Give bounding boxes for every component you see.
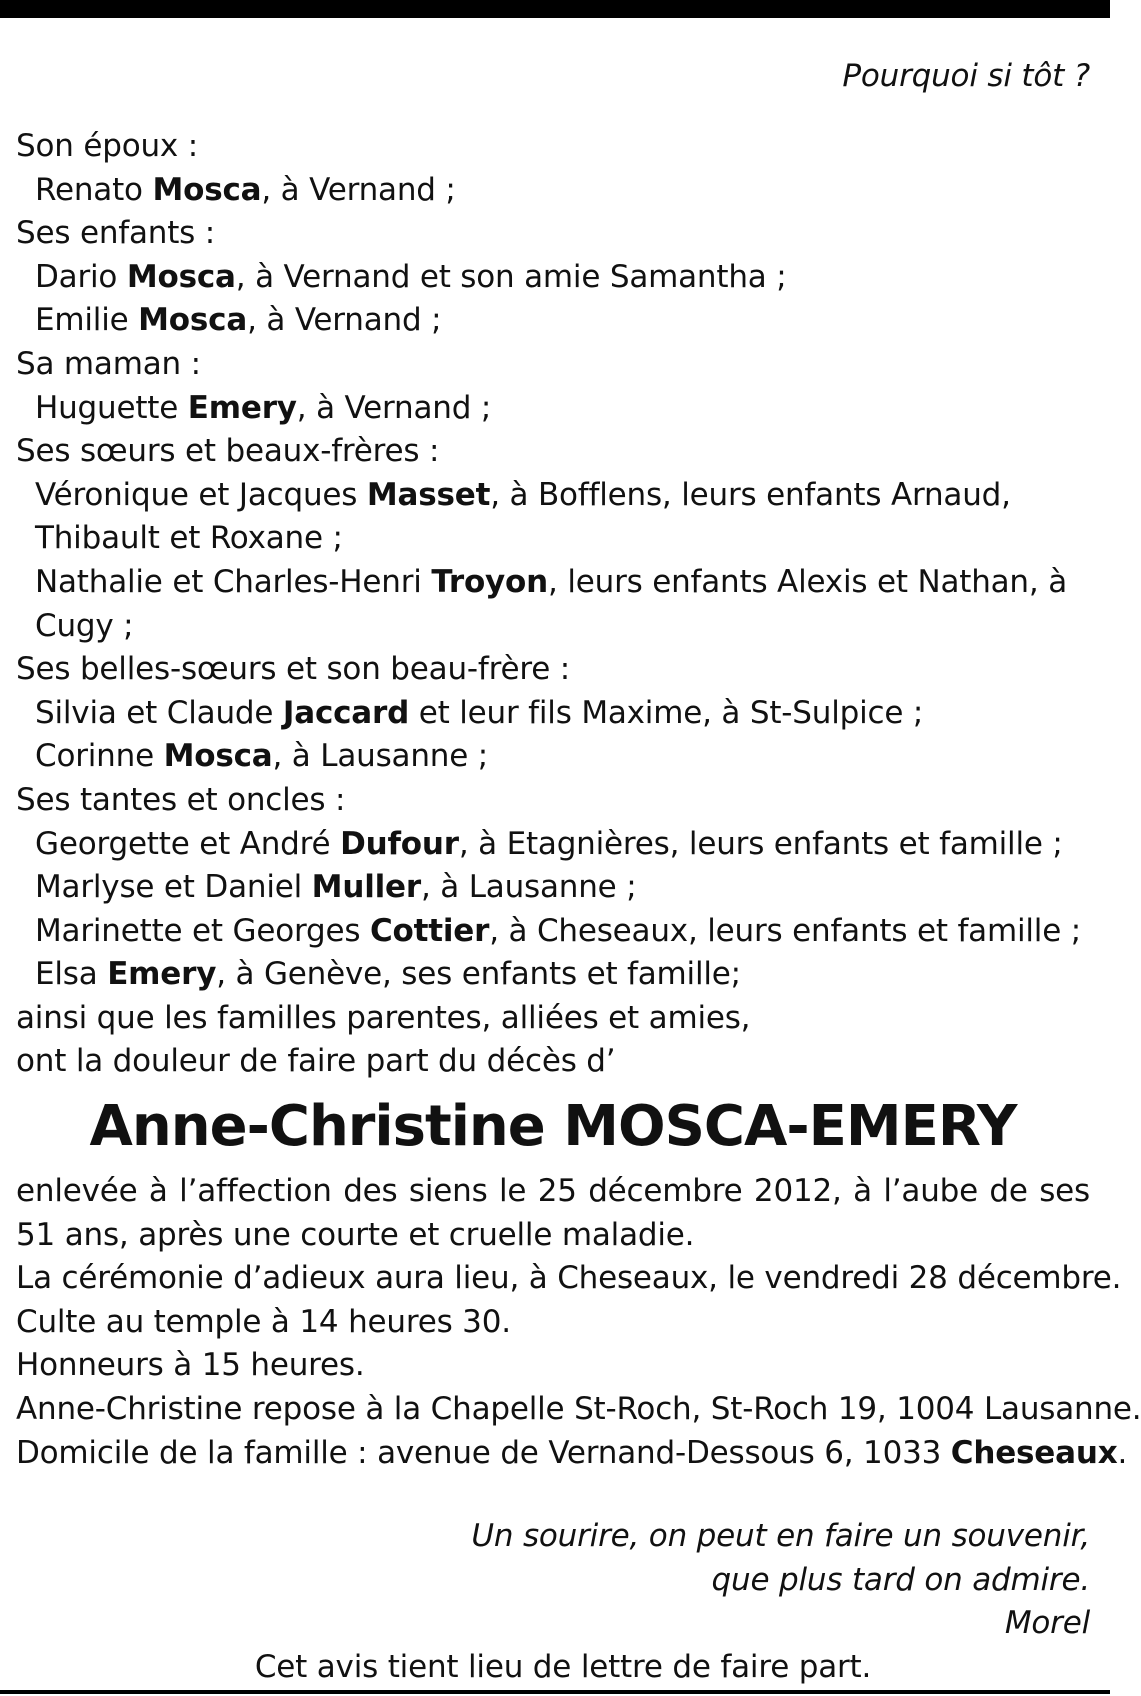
death-notice: [16, 55, 1141, 1690]
entry-text: Corinne: [35, 738, 164, 775]
entry-text: et leur fils Maxime, à St-Sulpice ;: [409, 694, 924, 731]
top-border-rule: [0, 0, 1110, 18]
relation-label: ainsi que les familles parentes, alliées et amies,: [16, 999, 751, 1036]
family-entry: [16, 823, 1090, 867]
surname: Dufour: [340, 825, 459, 862]
surname: Cottier: [369, 912, 490, 949]
poem-line-2: que plus tard on admire.: [711, 1561, 1090, 1598]
family-entry: [16, 561, 1090, 605]
relation-label: Ses belles-sœurs et son beau-frère :: [16, 651, 570, 688]
family-entry: [16, 256, 1090, 300]
entry-text: Véronique et Jacques: [35, 476, 367, 513]
entry-text: Renato: [35, 171, 153, 208]
domicile-prefix: Domicile de la famille : avenue de Vernand-Dessous 6, 1033: [16, 1434, 951, 1471]
surname: Troyon: [431, 563, 549, 600]
details-intro: enlevée à l’affection des siens le 25 décembre 2012, à l’aube de ses 51 ans, après une courte et cruelle maladie.: [16, 1173, 1090, 1253]
closing-poem: [16, 1515, 1090, 1646]
entry-text: , à Cheseaux, leurs enfants et famille ;: [489, 912, 1081, 949]
domicile-suffix: .: [1117, 1434, 1128, 1471]
relation-label: Ses tantes et oncles :: [16, 781, 346, 818]
family-entry: [16, 692, 1090, 736]
entry-text: , à Genève, ses enfants et famille;: [216, 956, 741, 993]
entry-text: , à Vernand et son amie Samantha ;: [235, 258, 787, 295]
ceremony-line: La cérémonie d’adieux aura lieu, à Cheseaux, le vendredi 28 décembre.: [16, 1260, 1122, 1297]
bottom-border-rule: [0, 1690, 1110, 1694]
relation-label: Son époux :: [16, 128, 198, 164]
footer-note: Cet avis tient lieu de lettre de faire part.: [254, 1649, 872, 1685]
family-entry: [16, 910, 1090, 954]
family-entry: [16, 474, 1090, 518]
entry-text: Marinette et Georges: [35, 912, 370, 949]
entry-text: , à Vernand ;: [247, 302, 442, 339]
surname: Emery: [107, 956, 217, 993]
surname: Mosca: [126, 258, 236, 295]
surname: Mosca: [163, 738, 273, 775]
family-entry: [16, 517, 1090, 561]
domicile-town: Cheseaux: [950, 1434, 1118, 1471]
entry-text: , à Bofflens, leurs enfants Arnaud,: [490, 476, 1011, 513]
family-entry: [16, 299, 1090, 343]
epigraph: Pourquoi si tôt ?: [842, 58, 1090, 94]
entry-text: , à Vernand ;: [261, 171, 456, 208]
repose-line: Anne-Christine repose à la Chapelle St-Roch, St-Roch 19, 1004 Lausanne.: [16, 1391, 1141, 1428]
relation-label: Ses enfants :: [16, 215, 216, 252]
domicile-line: [16, 1432, 1128, 1476]
poem-author: Morel: [1004, 1605, 1090, 1642]
surname: Mosca: [152, 171, 262, 208]
entry-text: Silvia et Claude: [35, 694, 283, 731]
entry-text: Nathalie et Charles-Henri: [35, 563, 432, 600]
entry-text: , à Vernand ;: [296, 389, 492, 426]
entry-text: , à Etagnières, leurs enfants et famille ;: [458, 825, 1063, 862]
entry-text: Thibault et Roxane ;: [35, 520, 343, 557]
family-entry: [16, 735, 1090, 779]
entry-text: Huguette: [35, 389, 188, 426]
relation-label: Sa maman :: [16, 345, 201, 382]
entry-text: Cugy ;: [35, 607, 134, 644]
relation-label: Ses sœurs et beaux-frères :: [16, 433, 440, 470]
family-entry: [16, 169, 1090, 213]
surname: Mosca: [138, 302, 248, 339]
surname: Emery: [187, 389, 297, 426]
family-entry: [16, 605, 1090, 649]
honours-line: Honneurs à 15 heures.: [16, 1347, 365, 1384]
entry-text: Georgette et André: [35, 825, 341, 862]
surname: Masset: [366, 476, 491, 513]
family-entry: [16, 866, 1090, 910]
family-entry: [16, 387, 1090, 431]
entry-text: , leurs enfants Alexis et Nathan, à: [548, 563, 1067, 600]
family-entry: [16, 953, 1090, 997]
entry-text: Emilie: [35, 302, 139, 339]
family-list: [16, 125, 1090, 1084]
surname: Muller: [311, 869, 421, 906]
entry-text: Dario: [35, 258, 127, 295]
entry-text: Elsa: [35, 956, 108, 993]
poem-line-1: Un sourire, on peut en faire un souvenir,: [471, 1518, 1090, 1555]
entry-text: Marlyse et Daniel: [35, 869, 312, 906]
relation-label: ont la douleur de faire part du décès d’: [16, 1043, 616, 1080]
surname: Jaccard: [282, 694, 410, 731]
deceased-name: Anne-Christine MOSCA-EMERY: [89, 1094, 1017, 1160]
entry-text: , à Lausanne ;: [272, 738, 488, 775]
entry-text: , à Lausanne ;: [420, 869, 637, 906]
service-line: Culte au temple à 14 heures 30.: [16, 1303, 511, 1340]
